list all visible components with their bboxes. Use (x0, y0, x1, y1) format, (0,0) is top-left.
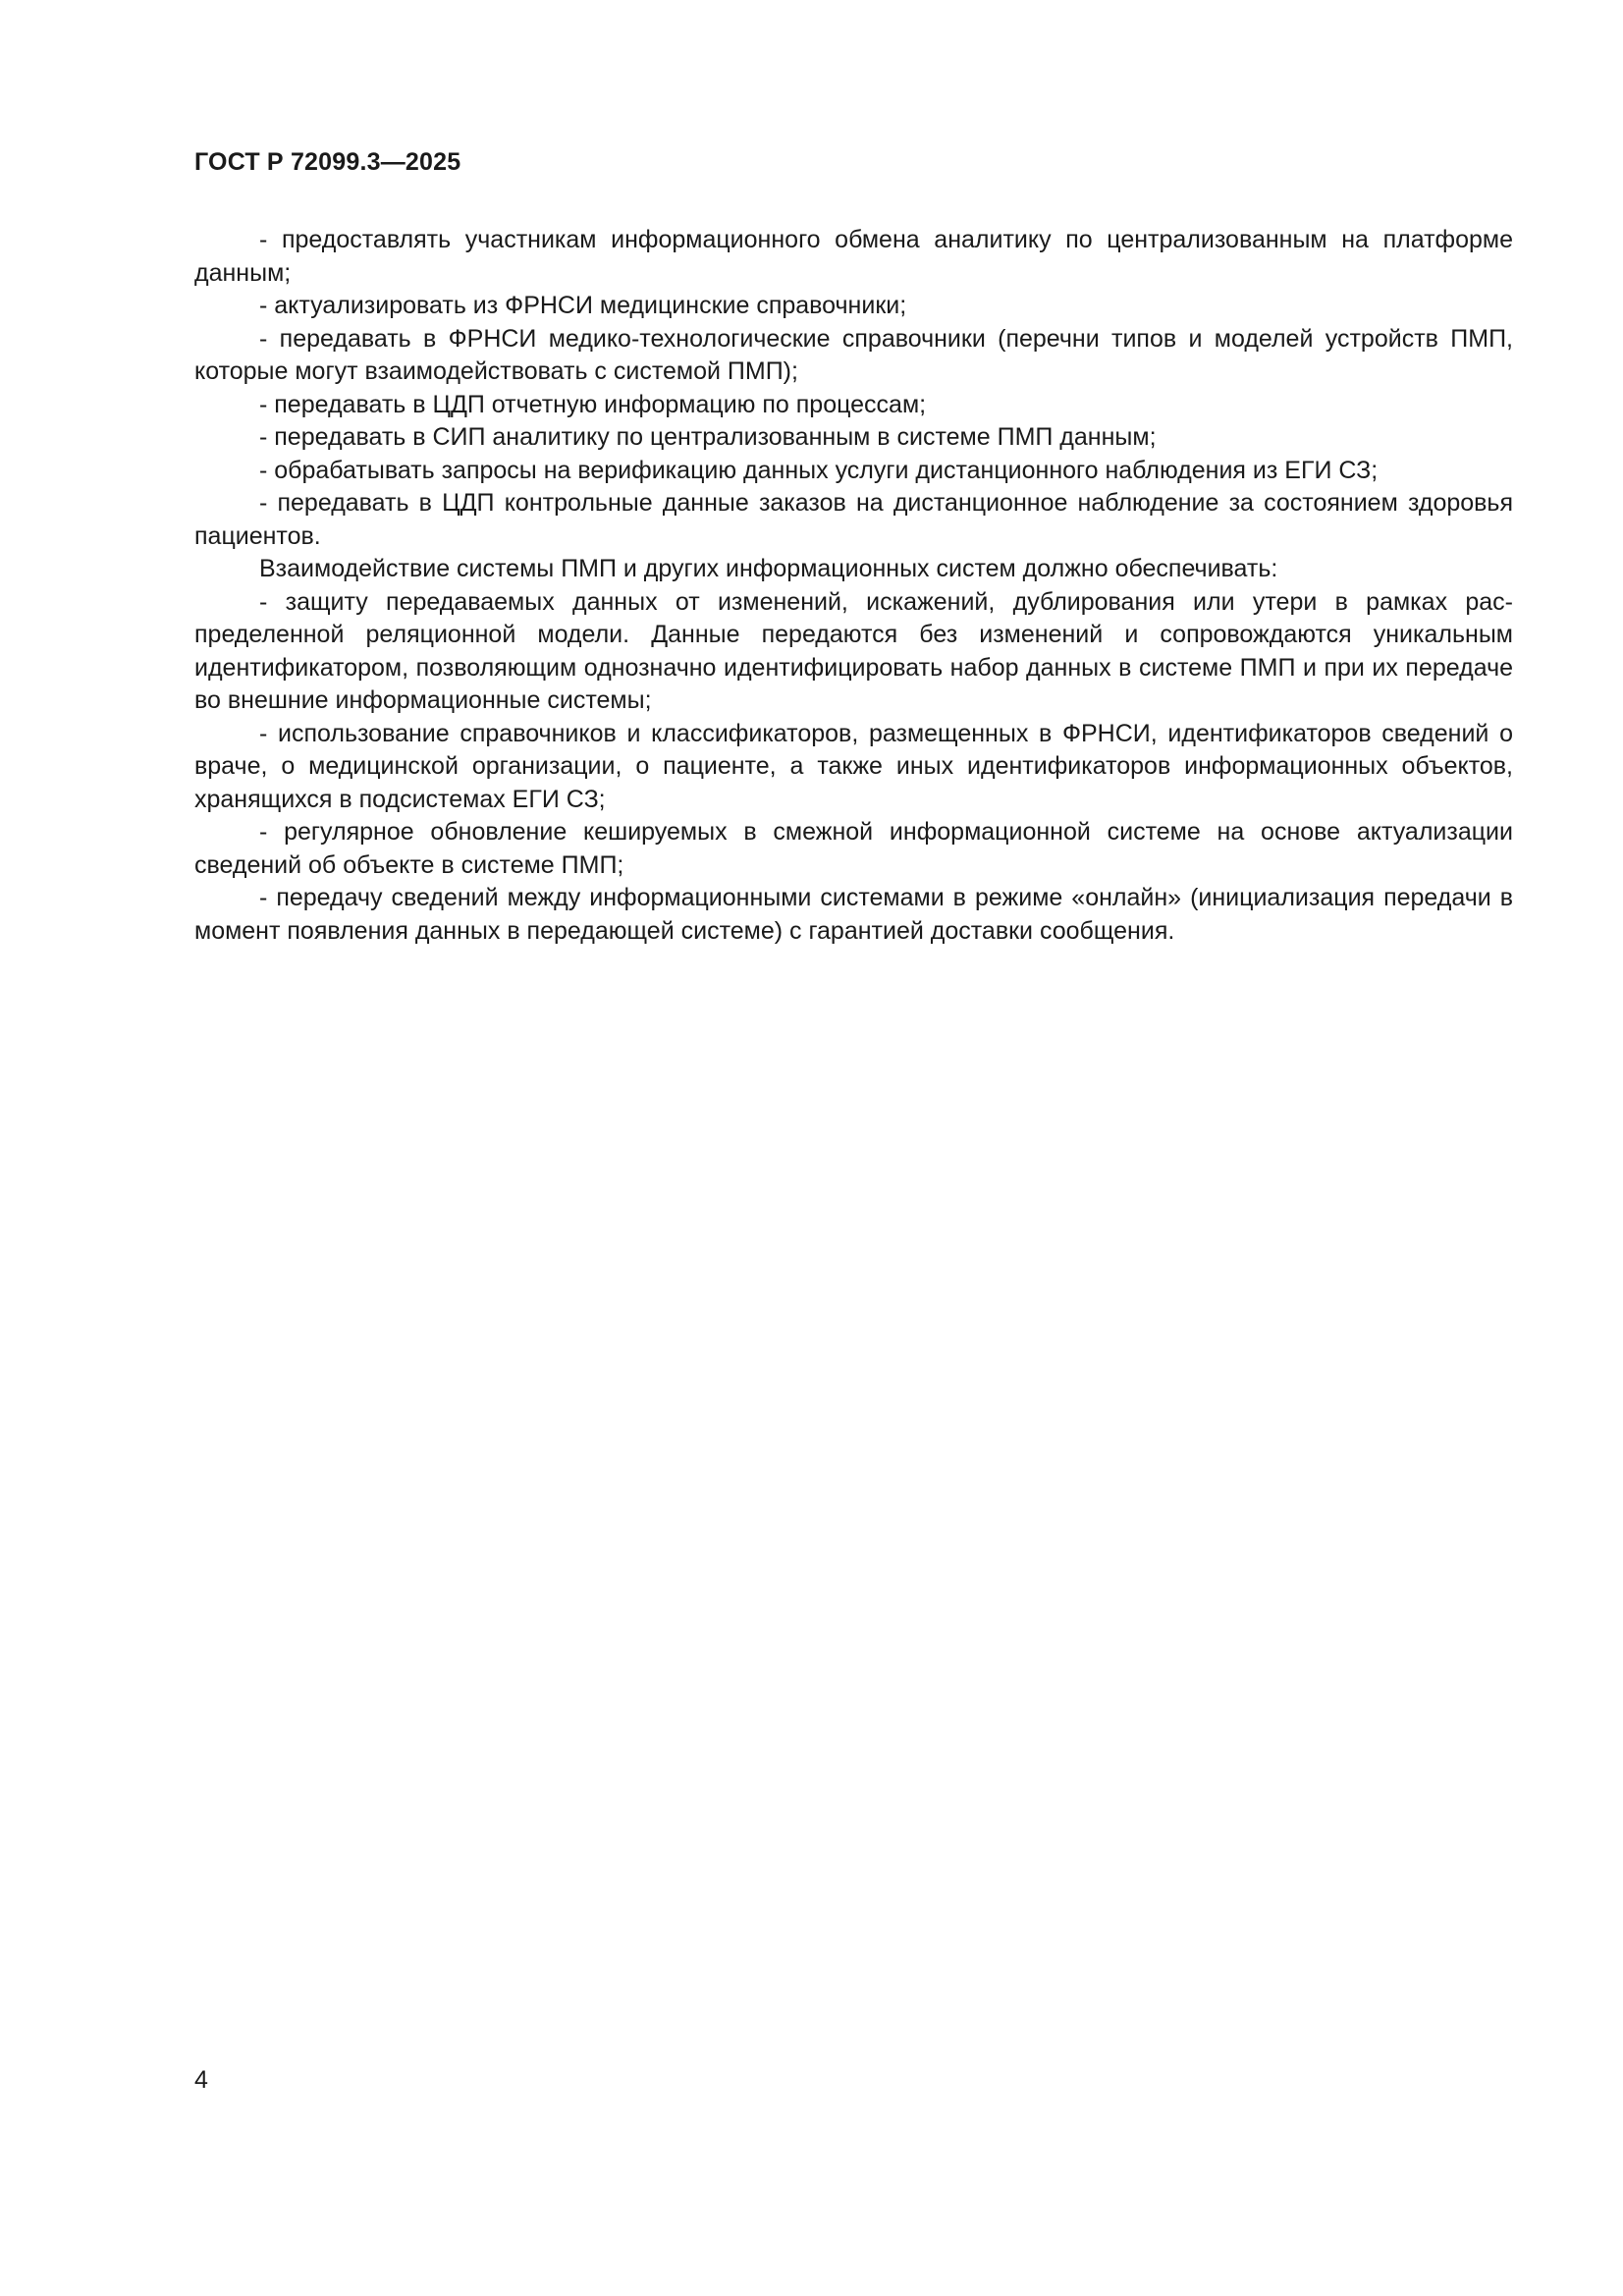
paragraph: Взаимодействие системы ПМП и других информационных систем должно обеспечивать: (259, 555, 1278, 582)
paragraph: - передавать в СИП аналитику по централизованным в системе ПМП данным; (259, 423, 1157, 451)
paragraph: - актуализировать из ФРНСИ медицинские справочники; (259, 292, 907, 319)
paragraph: - использование справочников и классификаторов, размещенных в ФРНСИ, идентификаторов сведений о враче, о медицинской организации, о пациенте, а также иных идентификаторов информационных объектов, хранящихся в подсистемах ЕГИ СЗ; (194, 719, 1513, 813)
page-number: 4 (194, 2066, 208, 2094)
paragraph: - регулярное обновление кешируемых в смежной информационной системе на основе актуализации сведений об объекте в системе ПМП; (194, 818, 1513, 879)
document-body (194, 224, 1513, 948)
paragraph: - обрабатывать запросы на верификацию данных услуги дистанционного наблюдения из ЕГИ СЗ; (259, 456, 1379, 484)
paragraph: - передачу сведений между информационными системами в режиме «онлайн» (инициализация передачи в момент появления данных в передающей системе) с гарантией доставки сообщения. (194, 884, 1513, 945)
document-header-standard-code: ГОСТ Р 72099.3—2025 (194, 148, 461, 176)
paragraph: - защиту передаваемых данных от изменений, искажений, дублирования или утери в рамках распределенной реляционной модели. Данные передаются без изменений и сопровождаются уникальным идентификатором, позволяющим однозначно идентифицировать набор данных в системе ПМП и при их передаче во внешние информационные системы; (194, 587, 1513, 714)
paragraph: - передавать в ЦДП контрольные данные заказов на дистанционное наблюдение за состоянием здоровья пациентов. (194, 489, 1513, 550)
paragraph: - предоставлять участникам информационного обмена аналитику по централизованным на платформе данным; (194, 226, 1513, 287)
paragraph: - передавать в ЦДП отчетную информацию по процессам; (259, 390, 927, 418)
paragraph: - передавать в ФРНСИ медико-технологические справочники (перечни типов и моделей устройств ПМП, которые могут взаимодействовать с системой ПМП); (194, 324, 1513, 385)
